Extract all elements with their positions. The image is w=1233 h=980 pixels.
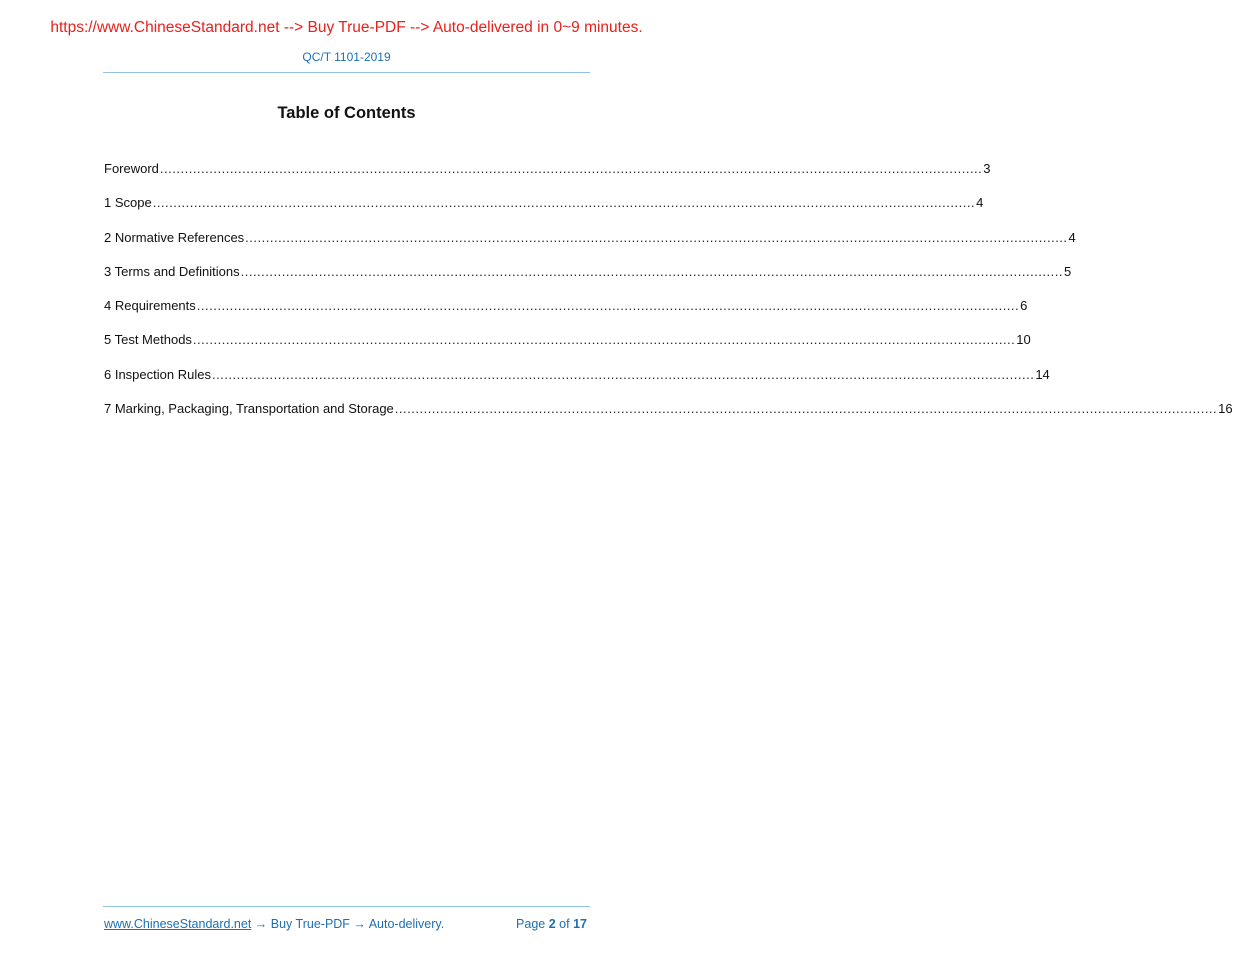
current-page-number: 2 [548,917,556,931]
toc-dot-leader: ........................................................................................................................................................................................................ [394,401,1218,417]
toc-entry-page: 10 [1016,332,1031,348]
toc-dot-leader: ........................................................................................................................................................................................................ [245,229,1068,245]
toc-entry-page: 14 [1035,366,1050,382]
toc-entry-label: 4 Requirements [104,298,196,314]
toc-entry[interactable] [104,401,1233,435]
page-indicator [516,917,587,931]
toc-entry-label: 7 Marking, Packaging, Transportation and Storage [104,401,394,417]
toc-entry-page: 4 [976,195,984,211]
toc-entry[interactable] [104,161,991,195]
toc-dot-leader: ........................................................................................................................................................................................................ [192,332,1016,348]
table-of-contents [104,161,1233,435]
toc-entry-label: 5 Test Methods [104,332,192,348]
site-link[interactable]: www.ChineseStandard.net [104,917,252,931]
toc-entry[interactable] [104,263,1072,298]
promo-banner[interactable]: https://www.ChineseStandard.net --> Buy True-PDF --> Auto-delivered in 0~9 minutes. [50,19,643,36]
toc-entry-page: 16 [1218,401,1233,417]
toc-dot-leader: ........................................................................................................................................................................................................ [240,263,1063,279]
toc-entry-label: 6 Inspection Rules [104,366,211,382]
toc-entry[interactable] [104,366,1050,401]
toc-entry-page: 6 [1020,298,1028,314]
header-divider [103,72,590,73]
toc-dot-leader: ........................................................................................................................................................................................................ [196,298,1020,314]
document-code: QC/T 1101-2019 [302,50,391,64]
toc-title: Table of Contents [277,104,416,122]
toc-entry-page: 3 [983,161,991,176]
toc-entry-page: 4 [1068,229,1076,245]
toc-entry-label: 3 Terms and Definitions [104,263,240,279]
toc-entry[interactable] [104,195,984,229]
toc-dot-leader: ........................................................................................................................................................................................................ [159,161,983,176]
toc-entry-label: 1 Scope [104,195,152,211]
footer-promo [104,917,444,931]
toc-entry[interactable] [104,332,1031,366]
toc-entry-page: 5 [1063,263,1072,279]
footer-tagline: → Buy True-PDF → Auto-delivery. [251,917,445,931]
toc-dot-leader: ........................................................................................................................................................................................................ [211,366,1035,382]
of-word: of [559,917,570,931]
page-word: Page [516,917,546,931]
toc-dot-leader: ........................................................................................................................................................................................................ [152,195,976,211]
total-pages-number: 17 [573,917,587,931]
toc-entry[interactable] [104,298,1028,332]
toc-entry[interactable] [104,229,1076,264]
footer-divider [103,906,590,907]
toc-entry-label: Foreword [104,161,159,176]
toc-entry-label: 2 Normative References [104,229,245,245]
